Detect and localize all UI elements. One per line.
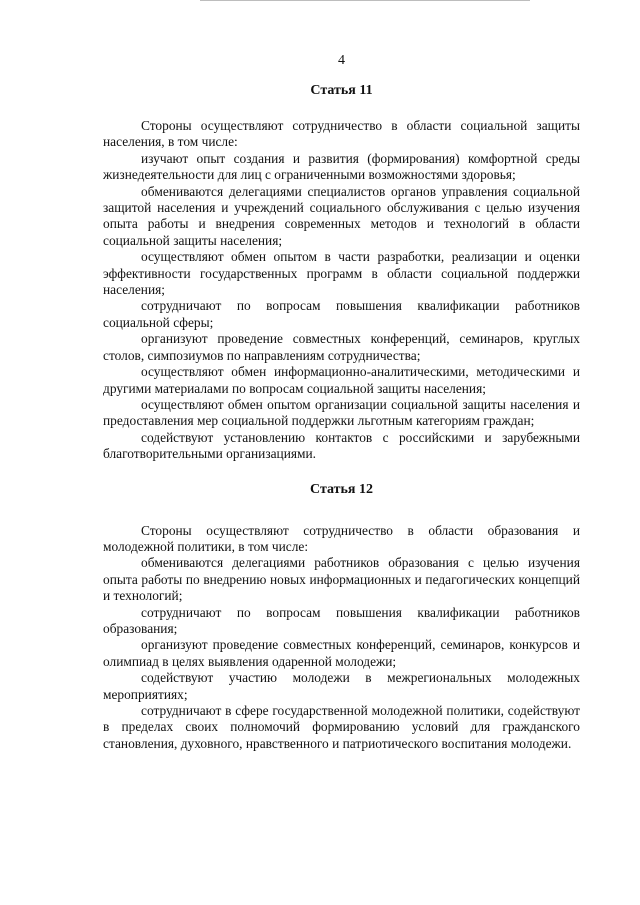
article-11-paragraph: осуществляют обмен информационно-аналитическими, методическими и другими материалами по вопросам социальной защиты населения; — [103, 364, 580, 396]
article-12-paragraph: Стороны осуществляют сотрудничество в области образования и молодежной политики, в том числе: — [103, 522, 580, 554]
article-12-paragraph: организуют проведение совместных конференций, семинаров, конкурсов и олимпиад в целях выявления одаренной молодежи; — [103, 637, 580, 669]
article-12-body — [103, 523, 580, 753]
article-11-paragraph: содействуют установлению контактов с российскими и зарубежными благотворительными организациями. — [103, 429, 580, 462]
article-11-body — [103, 118, 580, 463]
article-11-heading: Статья 11 — [310, 83, 373, 98]
article-12-heading: Статья 12 — [310, 481, 373, 497]
article-11-paragraph: сотрудничают по вопросам повышения квалификации работников социальной сферы; — [103, 298, 580, 330]
article-11-paragraph: Стороны осуществляют сотрудничество в области социальной защиты населения, в том числе: — [103, 118, 580, 150]
article-12-paragraph: содействуют участию молодежи в межрегиональных молодежных мероприятиях; — [103, 670, 580, 702]
article-11-paragraph: изучают опыт создания и развития (формирования) комфортной среды жизнедеятельности для лиц с ограниченными возможностями здоровья; — [103, 150, 580, 183]
page-number: 4 — [338, 53, 345, 68]
article-12-paragraph: сотрудничают по вопросам повышения квалификации работников образования; — [103, 604, 580, 636]
article-12-paragraph: обмениваются делегациями работников образования с целью изучения опыта работы по внедрению новых информационных и педагогических концепций и технологий; — [103, 555, 580, 604]
page-top-edge — [200, 0, 530, 1]
article-11-paragraph: организуют проведение совместных конференций, семинаров, круглых столов, симпозиумов по направлениям сотрудничества; — [103, 331, 580, 363]
document-page — [103, 52, 580, 752]
article-11-paragraph: осуществляют обмен опытом организации социальной защиты населения и предоставления мер социальной поддержки льготным категориям граждан; — [103, 396, 580, 429]
article-11-paragraph: осуществляют обмен опытом в части разработки, реализации и оценки эффективности государственных программ в области социальной поддержки населения; — [103, 249, 580, 298]
article-12-paragraph: сотрудничают в сфере государственной молодежной политики, содействуют в пределах своих полномочий формированию условий для гражданского становления, духовного, нравственного и патриотического воспитания молодежи. — [103, 703, 580, 751]
article-11-paragraph: обмениваются делегациями специалистов органов управления социальной защитой населения и учреждений социального обслуживания с целью изучения опыта работы и внедрения современных методов и технологий в области социальной защиты населения; — [103, 183, 580, 248]
